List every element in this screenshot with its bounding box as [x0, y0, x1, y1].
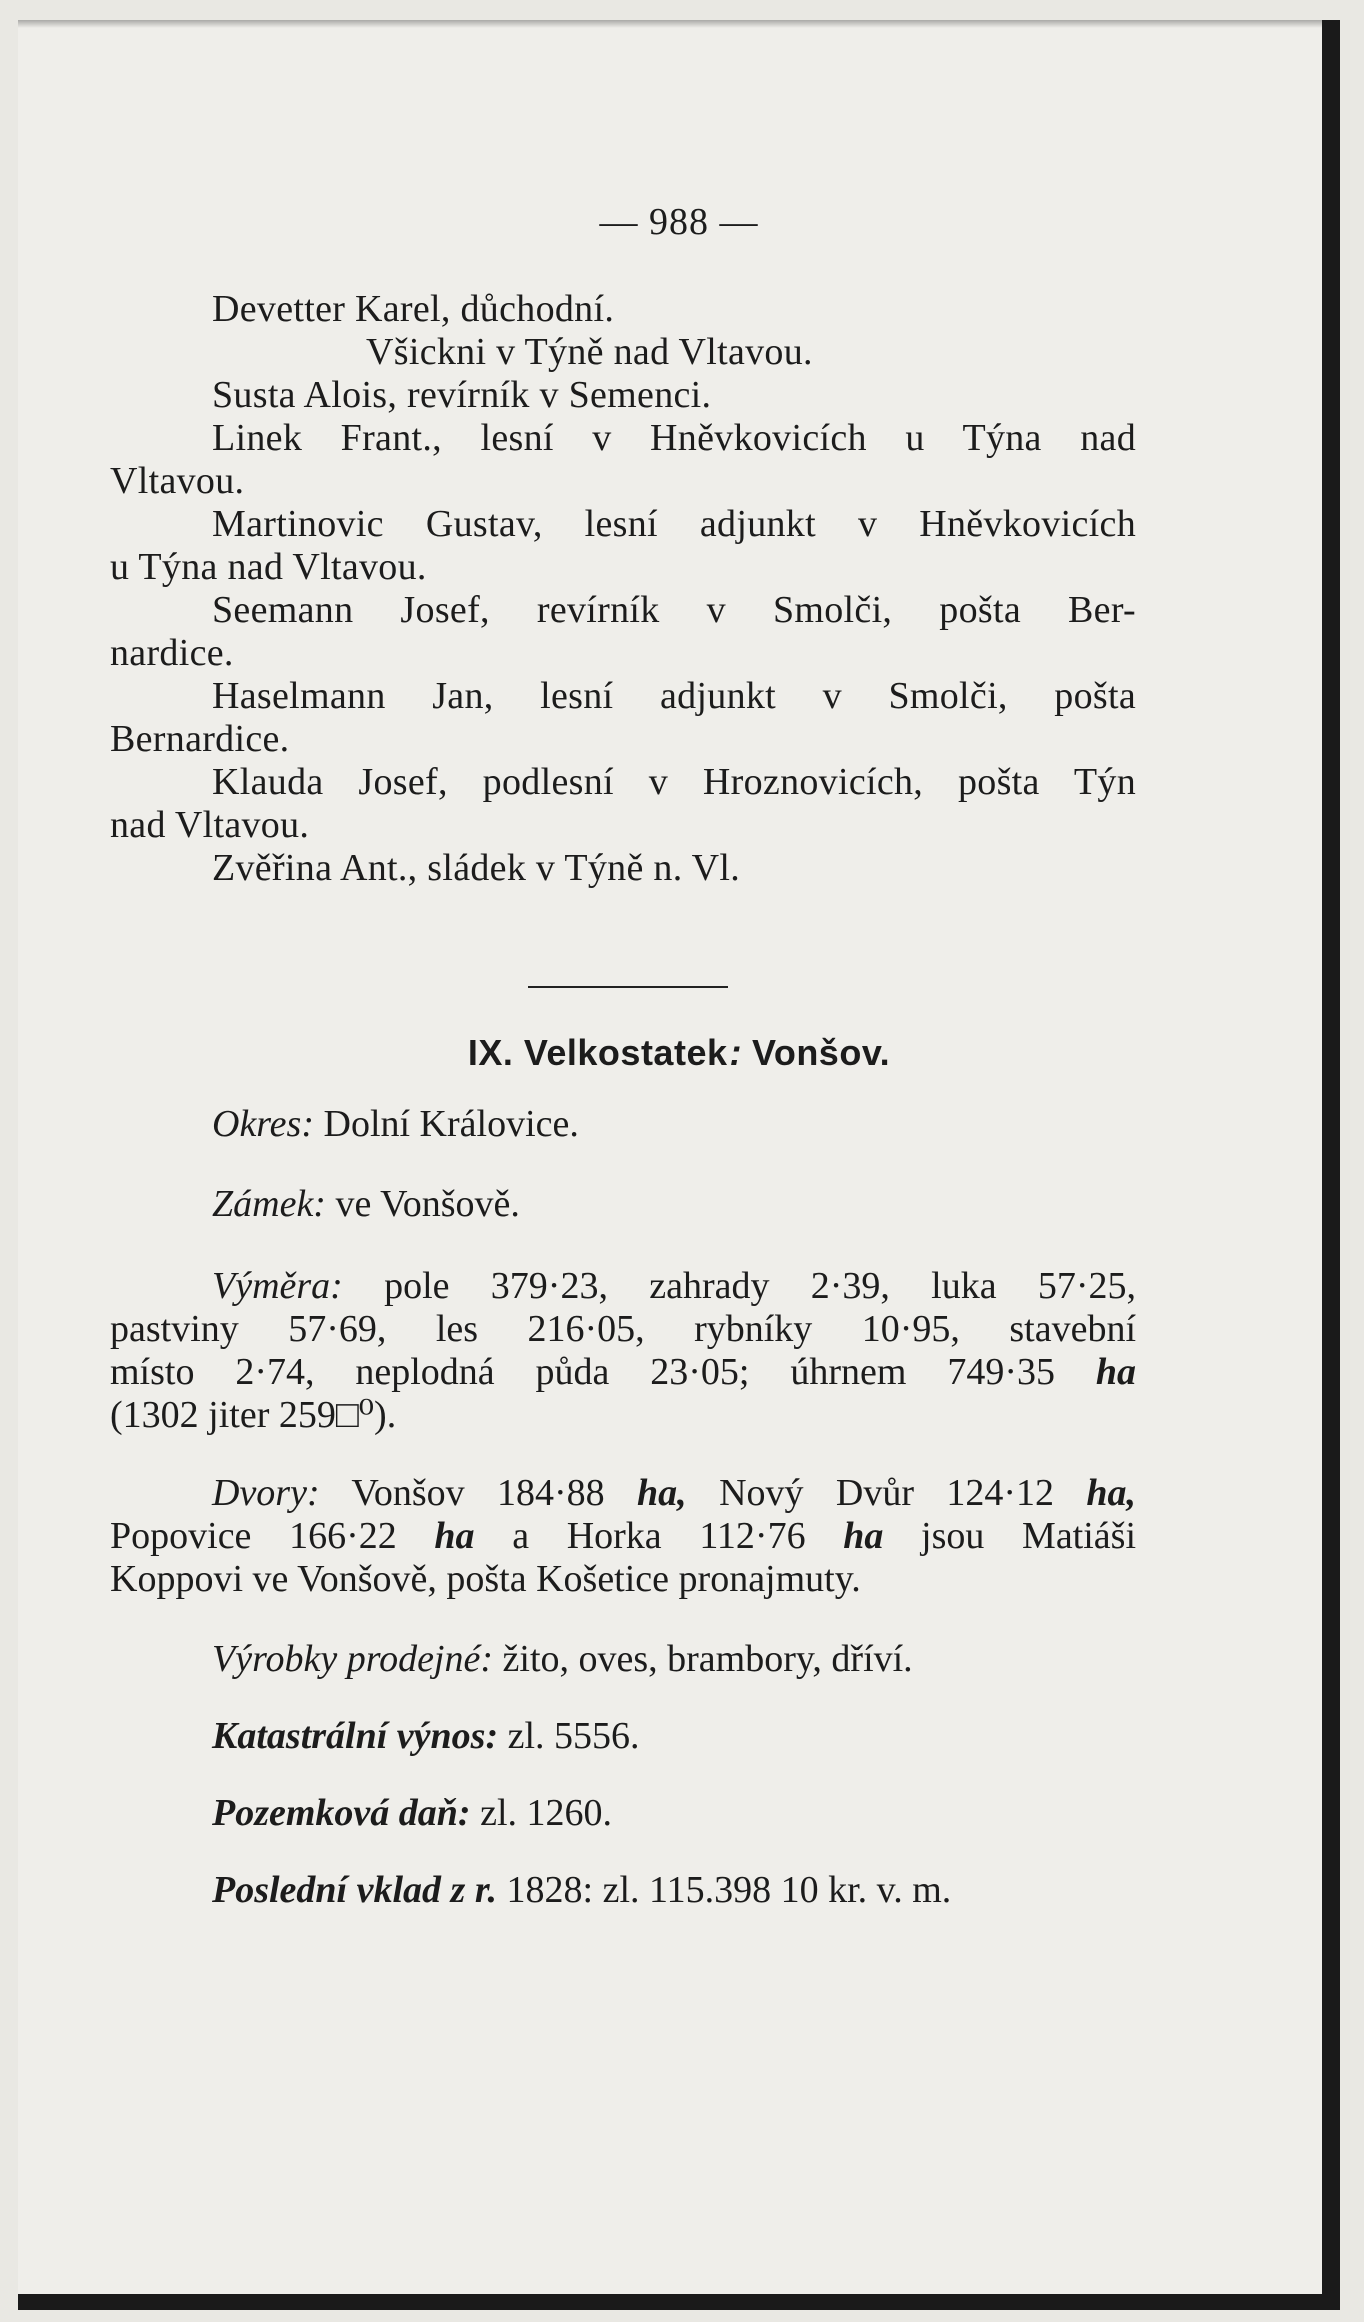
zamek-label: Zámek: — [212, 1183, 326, 1225]
page-top-shadow — [18, 20, 1322, 28]
dvory-l1b: Nový Dvůr 124·12 — [719, 1472, 1054, 1514]
dvory-unit-4: ha — [843, 1515, 884, 1557]
vyrobky-label: Výrobky prodejné: — [212, 1638, 494, 1680]
vyrobky-value: žito, oves, brambory, dříví. — [502, 1638, 913, 1680]
vymera-line3: místo 2·74, neplodná půda 23·05; úhrnem 749·35 — [110, 1351, 1055, 1393]
vymera-paragraph — [110, 1265, 1136, 1437]
dvory-l2c: jsou Matiáši — [921, 1515, 1137, 1557]
dvory-unit-3: ha — [434, 1515, 475, 1557]
staff-line: Martinovic Gustav, lesní adjunkt v Hněvkovicích — [212, 503, 1136, 545]
dvory-label: Dvory: — [212, 1472, 320, 1514]
katastr-value: zl. 5556. — [507, 1715, 640, 1757]
dan-label: Pozemková daň: — [212, 1792, 471, 1834]
staff-line: Devetter Karel, důchodní. — [212, 288, 615, 330]
page-number: — 988 — — [599, 201, 759, 243]
staff-line: Všickni v Týně nad Vltavou. — [366, 331, 813, 373]
section-label: Velkostatek — [523, 1032, 728, 1073]
dvory-unit-1: ha, — [637, 1472, 687, 1514]
katastr-label: Katastrální výnos: — [212, 1715, 499, 1757]
vymera-label: Výměra: — [212, 1265, 343, 1307]
section-colon: : — [729, 1032, 742, 1073]
vklad-value: 1828: zl. 115.398 10 kr. v. m. — [506, 1869, 952, 1911]
zamek-line — [110, 1183, 1136, 1226]
vyrobky-line — [110, 1638, 1136, 1681]
staff-line: Zvěřina Ant., sládek v Týně n. Vl. — [212, 847, 741, 889]
staff-list — [110, 288, 1136, 890]
okres-label: Okres: — [212, 1103, 314, 1145]
dvory-l2a: Popovice 166·22 — [110, 1515, 397, 1557]
staff-line: nardice. — [110, 632, 234, 674]
vklad-line — [110, 1869, 1136, 1912]
dvory-l1a: Vonšov 184·88 — [351, 1472, 605, 1514]
katastr-line — [110, 1715, 1136, 1758]
dvory-unit-2: ha, — [1086, 1472, 1137, 1514]
section-number: IX. — [467, 1032, 514, 1073]
staff-line: Klauda Josef, podlesní v Hroznovicích, pošta Týn — [212, 761, 1136, 803]
staff-line: Susta Alois, revírník v Semenci. — [212, 374, 712, 416]
staff-line: u Týna nad Vltavou. — [110, 546, 427, 588]
okres-value: Dolní Královice. — [323, 1103, 579, 1145]
vymera-unit: ha — [1095, 1351, 1137, 1393]
vymera-line2: pastviny 57·69, les 216·05, rybníky 10·95, stavební — [110, 1308, 1136, 1350]
okres-line — [110, 1103, 1136, 1146]
zamek-value: ve Vonšově. — [335, 1183, 520, 1225]
section-heading — [18, 1032, 1340, 1074]
vymera-line1: pole 379·23, zahrady 2·39, luka 57·25, — [384, 1265, 1136, 1307]
staff-line: Haselmann Jan, lesní adjunkt v Smolči, pošta — [212, 675, 1136, 717]
section-divider — [528, 986, 728, 988]
section-name: Vonšov. — [751, 1032, 891, 1073]
dvory-line3: Koppovi ve Vonšově, pošta Košetice pronajmuty. — [110, 1558, 861, 1600]
staff-line: Linek Frant., lesní v Hněvkovicích u Týna nad — [212, 417, 1136, 459]
vymera-line4: (1302 jiter 259□⁰). — [110, 1394, 397, 1436]
book-page — [18, 20, 1340, 2310]
staff-line: Seemann Josef, revírník v Smolči, pošta Ber- — [212, 589, 1136, 631]
dvory-paragraph — [110, 1472, 1136, 1601]
staff-line: nad Vltavou. — [110, 804, 310, 846]
vklad-label: Poslední vklad z r. — [212, 1869, 498, 1911]
dan-line — [110, 1792, 1136, 1835]
staff-line: Bernardice. — [110, 718, 290, 760]
dan-value: zl. 1260. — [480, 1792, 613, 1834]
staff-line: Vltavou. — [110, 460, 245, 502]
dvory-l2b: a Horka 112·76 — [512, 1515, 806, 1557]
